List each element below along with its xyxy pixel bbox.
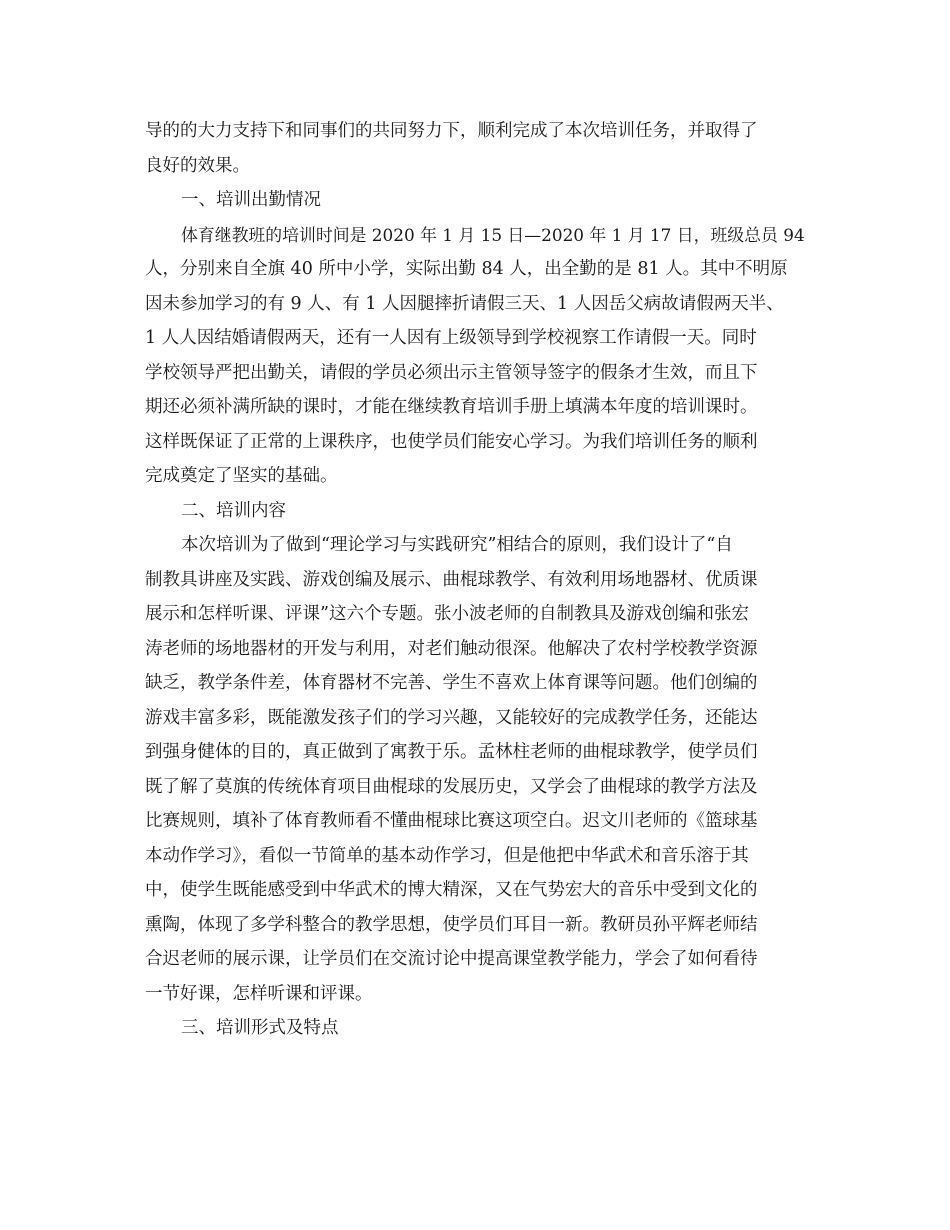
paragraph-line-indented: 本次培训为了做到“理论学习与实践研究”相结合的原则，我们设计了“自 bbox=[181, 535, 733, 555]
document-body bbox=[145, 114, 805, 1046]
paragraph-line: 学校领导严把出勤关，请假的学员必须出示主管领导签字的假条才生效，而且下 bbox=[145, 362, 758, 383]
paragraph-line: 游戏丰富多彩，既能激发孩子们的学习兴趣，又能较好的完成教学任务，还能达 bbox=[145, 707, 758, 728]
paragraph-line: 导的的大力支持下和同事们的共同努力下，顺利完成了本次培训任务，并取得了 bbox=[145, 121, 758, 141]
paragraph-line: 1 人人因结婚请假两天，还有一人因有上级领导到学校视察工作请假一天。同时 bbox=[145, 328, 757, 348]
paragraph-line: 合迟老师的展示课，让学员们在交流讨论中提高课堂教学能力，学会了如何看待 bbox=[145, 949, 758, 969]
paragraph-line: 既了解了莫旗的传统体育项目曲棍球的发展历史，又学会了曲棍球的教学方法及 bbox=[145, 776, 758, 797]
paragraph-line-indented: 三、培训形式及特点 bbox=[181, 1018, 339, 1038]
paragraph-line: 中，使学生既能感受到中华武术的博大精深，又在气势宏大的音乐中受到文化的 bbox=[145, 880, 758, 900]
paragraph-line: 因未参加学习的有 9 人、有 1 人因腿摔折请假三天、1 人因岳父病故请假两天半、 bbox=[145, 293, 784, 314]
paragraph-line: 良好的效果。 bbox=[145, 155, 250, 176]
paragraph-line: 制教具讲座及实践、游戏创编及展示、曲棍球教学、有效利用场地器材、优质课 bbox=[145, 569, 758, 590]
paragraph-line: 人，分别来自全旗 40 所中小学，实际出勤 84 人，出全勤的是 81 人。其中不明原 bbox=[145, 259, 788, 279]
paragraph-line: 熏陶，体现了多学科整合的教学思想，使学员们耳目一新。教研员孙平辉老师结 bbox=[145, 914, 758, 935]
paragraph-line: 这样既保证了正常的上课秩序，也使学员们能安心学习。为我们培训任务的顺利 bbox=[145, 431, 758, 452]
paragraph-line-indented: 一、培训出勤情况 bbox=[181, 190, 321, 210]
paragraph-line: 比赛规则，填补了体育教师看不懂曲棍球比赛这项空白。迟文川老师的《篮球基 bbox=[145, 811, 758, 831]
paragraph-line: 期还必须补满所缺的课时，才能在继续教育培训手册上填满本年度的培训课时。 bbox=[145, 397, 758, 417]
paragraph-line: 到强身健体的目的，真正做到了寓教于乐。孟林柱老师的曲棍球教学，使学员们 bbox=[145, 742, 758, 762]
paragraph-line-indented: 体育继教班的培训时间是 2020 年 1 月 15 日—2020 年 1 月 17 日，班级总员 94 bbox=[181, 224, 805, 245]
paragraph-line: 展示和怎样听课、评课”这六个专题。张小波老师的自制教具及游戏创编和张宏 bbox=[145, 604, 749, 624]
paragraph-line-indented: 二、培训内容 bbox=[181, 500, 286, 521]
paragraph-line: 本动作学习》，看似一节简单的基本动作学习，但是他把中华武术和音乐溶于其 bbox=[145, 845, 749, 866]
paragraph-line: 一节好课，怎样听课和评课。 bbox=[145, 983, 373, 1004]
paragraph-line: 完成奠定了坚实的基础。 bbox=[145, 466, 338, 486]
paragraph-line: 缺乏，教学条件差，体育器材不完善、学生不喜欢上体育课等问题。他们创编的 bbox=[145, 673, 758, 693]
paragraph-line: 涛老师的场地器材的开发与利用，对老们触动很深。他解决了农村学校教学资源 bbox=[145, 638, 758, 659]
